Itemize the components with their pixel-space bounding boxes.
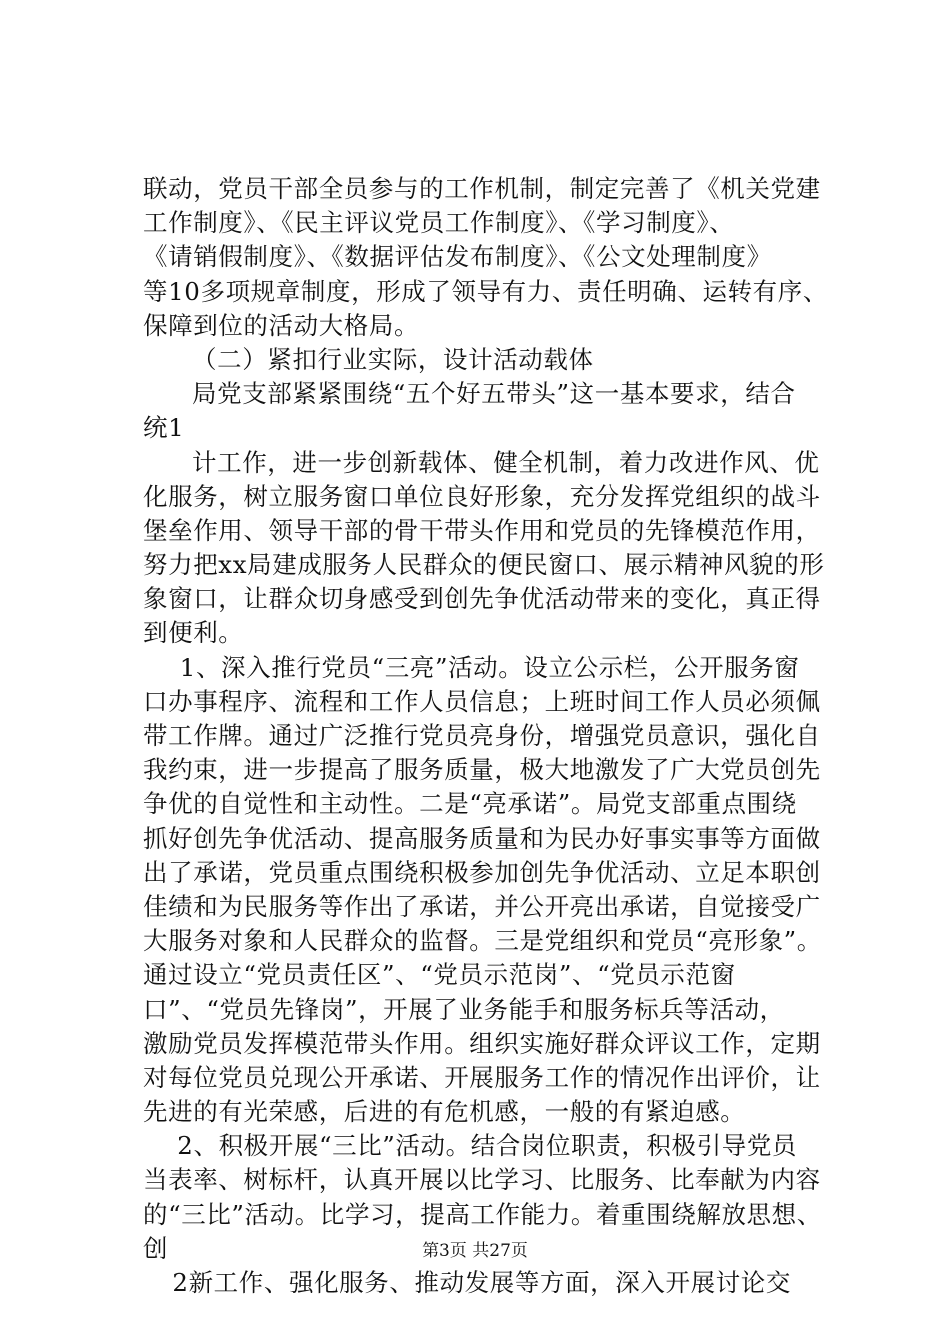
text-line: 化服务，树立服务窗口单位良好形象，充分发挥党组织的战斗: [143, 481, 821, 511]
text-line: 保障到位的活动大格局。: [143, 310, 420, 340]
text-line: 出了承诺，党员重点围绕积极参加创先争优活动、立足本职创: [143, 857, 821, 887]
text-line: （二）紧扣行业实际，设计活动载体: [192, 344, 594, 374]
text-line: 先进的有光荣感，后进的有危机感，一般的有紧迫感。: [143, 1097, 746, 1127]
text-line: 到便利。: [143, 618, 244, 648]
text-line: 口办事程序、流程和工作人员信息；上班时间工作人员必须佩: [143, 686, 821, 716]
text-line: 等10多项规章制度，形成了领导有力、责任明确、运转有序、: [143, 276, 828, 306]
text-line: 努力把xx局建成服务人民群众的便民窗口、展示精神风貌的形: [143, 550, 825, 580]
text-line: 的“三比”活动。比学习，提高工作能力。着重围绕解放思想、: [143, 1199, 822, 1229]
text-line: 争优的自觉性和主动性。二是“亮承诺”。局党支部重点围绕: [143, 789, 797, 819]
text-line: 我约束，进一步提高了服务质量，极大地激发了广大党员创先: [143, 755, 821, 785]
text-line: 佳绩和为民服务等作出了承诺，并公开亮出承诺，自觉接受广: [143, 891, 821, 921]
text-line: 大服务对象和人民群众的监督。三是党组织和党员“亮形象”。: [143, 926, 822, 956]
text-line: 创: [143, 1233, 169, 1263]
page-footer: 第3页 共27页: [422, 1241, 528, 1261]
text-line: 象窗口，让群众切身感受到创先争优活动带来的变化，真正得: [143, 584, 821, 614]
document-body: [143, 172, 843, 1300]
text-line: 抓好创先争优活动、提高服务质量和为民办好事实事等方面做: [143, 823, 821, 853]
text-line: 工作制度》、《民主评议党员工作制度》、《学习制度》、: [143, 208, 735, 238]
text-line: 计工作，进一步创新载体、健全机制，着力改进作风、优: [192, 447, 820, 477]
text-line: 当表率、树标杆，认真开展以比学习、比服务、比奉献为内容: [143, 1165, 821, 1195]
text-line: 堡垒作用、领导干部的骨干带头作用和党员的先锋模范作用，: [143, 515, 821, 545]
text-line: 局党支部紧紧围绕“五个好五带头”这一基本要求，结合: [192, 379, 796, 409]
text-line: 联动，党员干部全员参与的工作机制，制定完善了《机关党建: [143, 174, 821, 203]
text-line: 口”、“党员先锋岗”，开展了业务能手和服务标兵等活动，: [143, 994, 785, 1024]
text-line: 1、深入推行党员“三亮”活动。设立公示栏，公开服务窗: [179, 652, 800, 682]
text-line: 2、积极开展“三比”活动。结合岗位职责，积极引导党员: [177, 1131, 798, 1161]
text-line: 《请销假制度》、《数据评估发布制度》、《公文处理制度》: [143, 242, 772, 272]
text-line: 激励党员发挥模范带头作用。组织实施好群众评议工作，定期: [143, 1028, 821, 1058]
text-line: 通过设立“党员责任区”、“党员示范岗”、“党员示范窗: [143, 960, 736, 990]
text-line: 统1: [143, 413, 185, 443]
text-line: 带工作牌。通过广泛推行党员亮身份，增强党员意识，强化自: [143, 721, 821, 750]
text-line: 2新工作、强化服务、推动发展等方面，深入开展讨论交: [172, 1268, 791, 1297]
text-line: 对每位党员兑现公开承诺、开展服务工作的情况作出评价，让: [143, 1062, 821, 1092]
